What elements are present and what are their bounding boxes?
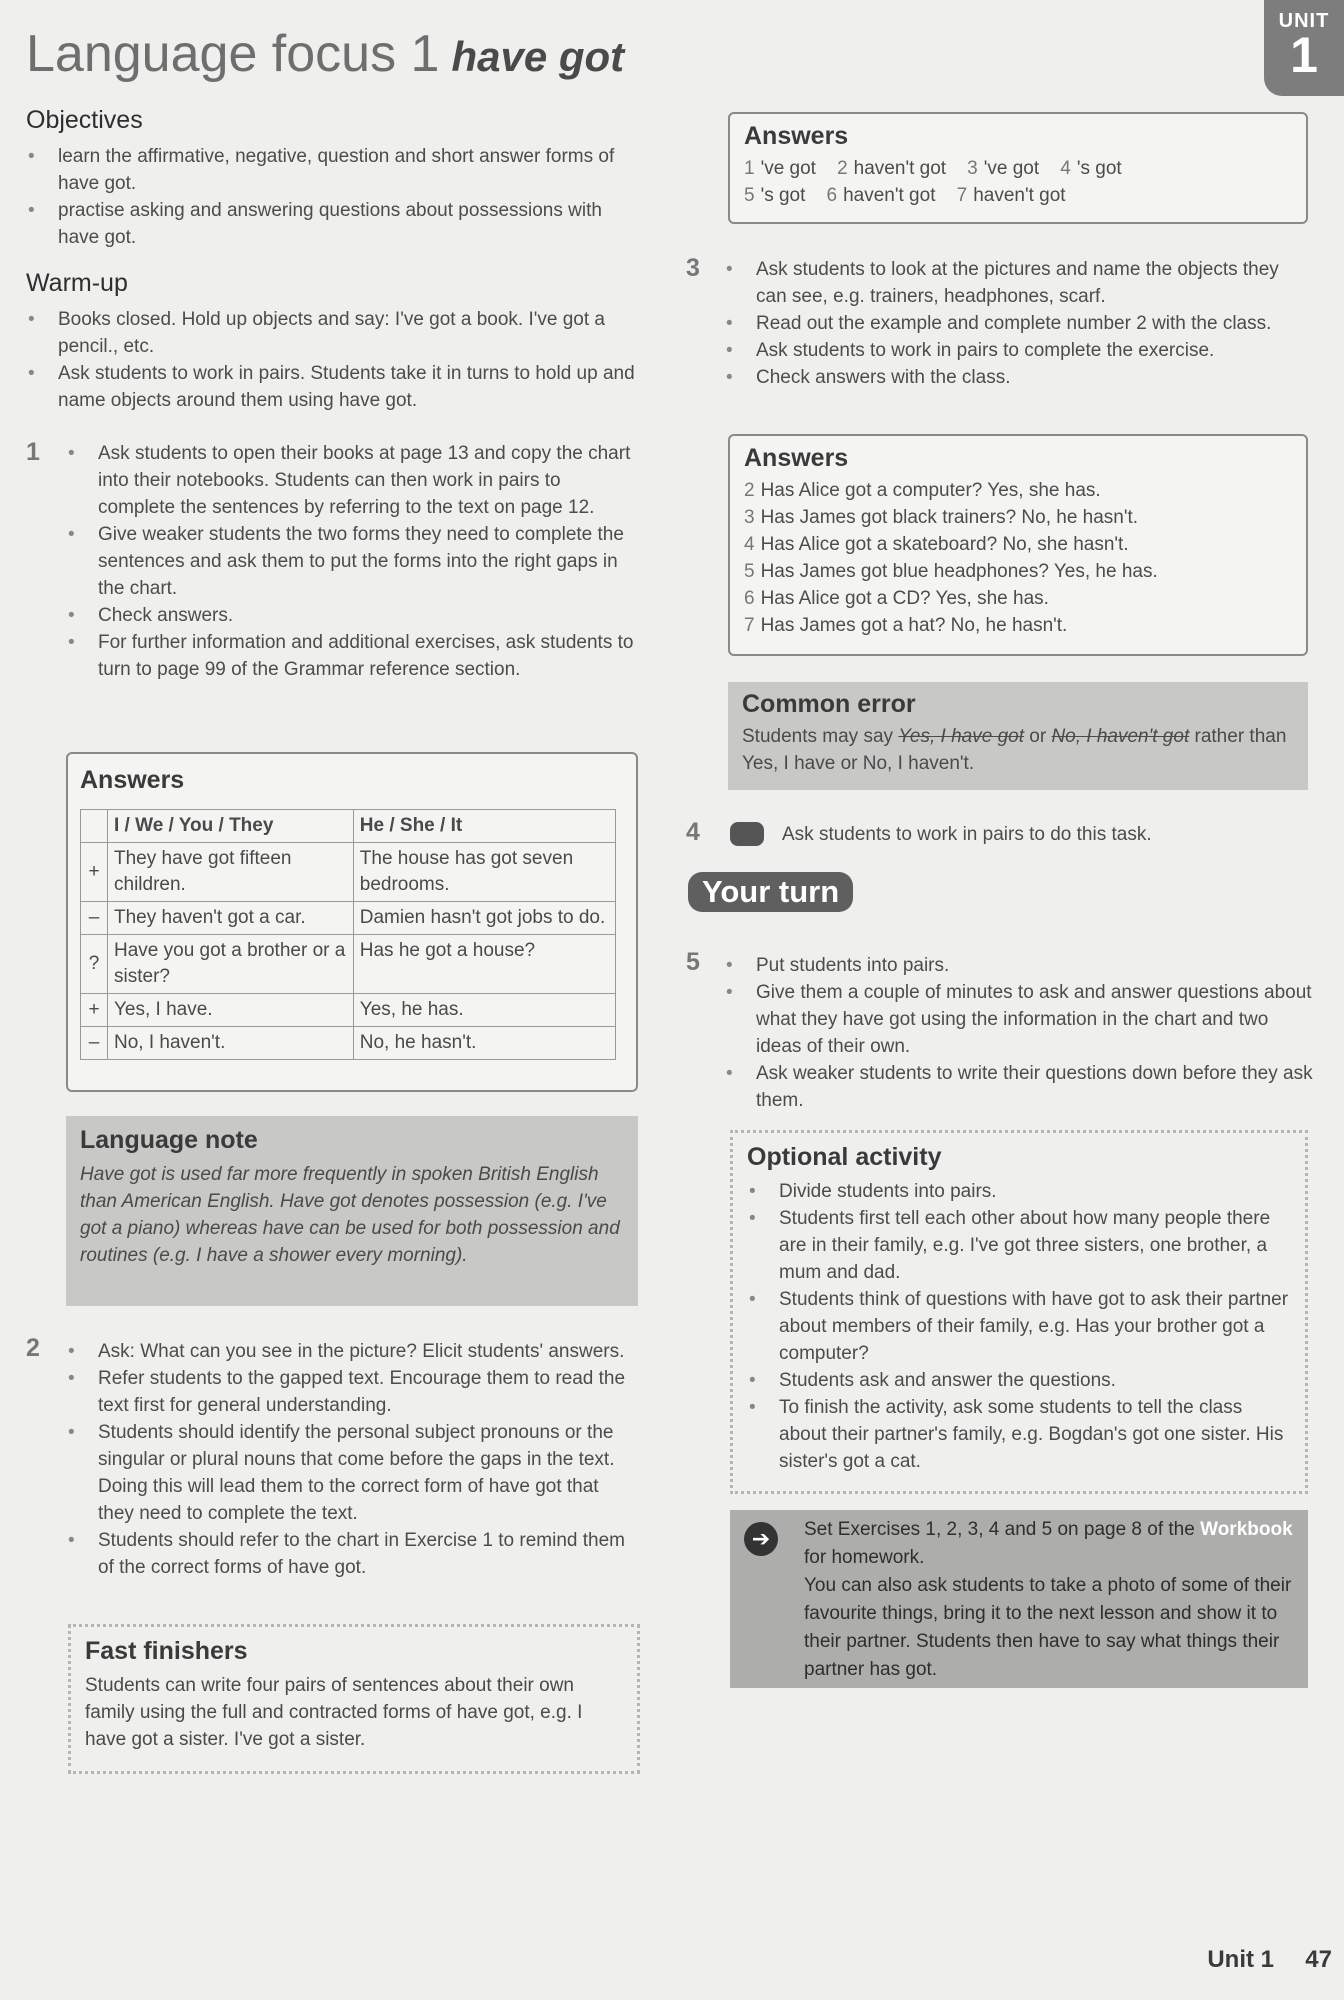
exercise-5-list: [724, 952, 1314, 1114]
exercise-1-list: [66, 440, 636, 683]
list-item: • Students think of questions with have got to ask their partner about members of their family, e.g. Has your brother got a computer?: [747, 1286, 1291, 1367]
exercise-3-list: [724, 256, 1314, 391]
exercise-2-list: [66, 1338, 636, 1581]
table-row: [81, 994, 616, 1027]
list-item: • learn the affirmative, negative, question and short answer forms of have got.: [26, 143, 638, 197]
answer-text: 's got: [760, 185, 806, 206]
exercise-number: 4: [686, 818, 700, 846]
list-item: [744, 504, 1292, 531]
list-item: • Students should refer to the chart in Exercise 1 to remind them of the correct forms of have got.: [66, 1527, 636, 1581]
table-row: [81, 935, 616, 994]
grammar-table: [80, 809, 616, 1060]
table-cell: No, I haven't.: [108, 1027, 354, 1060]
answers-heading: Answers: [744, 444, 849, 472]
answer-text: Has Alice got a CD? Yes, she has.: [760, 588, 1049, 609]
list-item: • Put students into pairs.: [724, 952, 1314, 979]
common-error-box: [728, 682, 1308, 790]
list-item: • Divide students into pairs.: [747, 1178, 1291, 1205]
table-cell: ?: [81, 935, 108, 994]
warmup-list: [26, 306, 638, 414]
wrong-form: No, I haven't got: [1051, 726, 1190, 747]
answer-number: 1: [744, 158, 755, 179]
homework-box: [730, 1510, 1308, 1688]
title-subtitle: have got: [451, 33, 625, 80]
table-cell: –: [81, 1027, 108, 1060]
answers-line-2: [744, 182, 1292, 209]
table-cell: Have you got a brother or a sister?: [108, 935, 354, 994]
unit-badge: [1264, 0, 1344, 96]
exercise-3: [724, 256, 1314, 391]
workbook-label: Workbook: [1200, 1519, 1293, 1540]
list-item: • To finish the activity, ask some students to tell the class about their partner's family, e.g. Bogdan's got one sister. His sister's got a cat.: [747, 1394, 1291, 1475]
common-error-mid: or: [1024, 726, 1052, 747]
answer-text: Has James got a hat? No, he hasn't.: [760, 615, 1068, 636]
list-item: • Give them a couple of minutes to ask and answer questions about what they have got using the information in the chart and two ideas of their own.: [724, 979, 1314, 1060]
column-header: He / She / It: [353, 810, 615, 843]
answers-box-ex2: [728, 112, 1308, 224]
answer-text: 's got: [1076, 158, 1122, 179]
table-cell: [81, 810, 108, 843]
common-error-pre: Students may say: [742, 726, 899, 747]
answer-text: Has Alice got a skateboard? No, she hasn't.: [760, 534, 1129, 555]
list-item: • Students ask and answer the questions.: [747, 1367, 1291, 1394]
list-item: • Ask students to work in pairs. Students take it in turns to hold up and name objects around them using have got.: [26, 360, 638, 414]
list-item: [744, 477, 1292, 504]
optional-activity-box: [730, 1130, 1308, 1494]
common-error-post: rather than Yes, I have or No, I haven't.: [742, 726, 1287, 774]
title-main: Language focus 1: [26, 25, 440, 83]
answers-heading: Answers: [80, 766, 185, 794]
table-cell: +: [81, 994, 108, 1027]
list-item: • Read out the example and complete number 2 with the class.: [724, 310, 1314, 337]
answers-heading: Answers: [744, 122, 849, 150]
answers-line-1: [744, 155, 1292, 182]
answer-text: haven't got: [853, 158, 947, 179]
list-item: • practise asking and answering questions about possessions with have got.: [26, 197, 638, 251]
table-row: [81, 1027, 616, 1060]
answer-text: 've got: [983, 158, 1040, 179]
list-item: • Ask students to look at the pictures and name the objects they can see, e.g. trainers, headphones, scarf.: [724, 256, 1314, 310]
table-cell: +: [81, 843, 108, 902]
optional-activity-heading: Optional activity: [747, 1143, 942, 1171]
table-cell: –: [81, 902, 108, 935]
answer-text: 've got: [760, 158, 816, 179]
list-item: [744, 612, 1292, 639]
list-item: • For further information and additional exercises, ask students to turn to page 99 of the Grammar reference section.: [66, 629, 636, 683]
list-item: • Books closed. Hold up objects and say: I've got a book. I've got a pencil., etc.: [26, 306, 638, 360]
list-item: [744, 585, 1292, 612]
homework-text: [804, 1516, 1294, 1572]
language-note-text: Have got is used far more frequently in spoken British English than American English. Have got denotes possession (e.g. I've got a piano) whereas have can be used for both possession and routines (e.g. I have a shower every morning).: [80, 1164, 620, 1266]
answer-number: 2: [744, 480, 755, 501]
answers-box-ex3: [728, 434, 1308, 656]
answer-text: haven't got: [973, 185, 1066, 206]
answer-number: 3: [967, 158, 978, 179]
answer-number: 4: [1060, 158, 1071, 179]
exercise-1: [66, 440, 636, 683]
answers-box-grammar: [66, 752, 638, 1092]
answer-number: 6: [826, 185, 838, 206]
exercise-5: [724, 952, 1314, 1114]
answer-text: Has James got blue headphones? Yes, he has.: [760, 561, 1158, 582]
footer-unit: Unit 1: [1207, 1946, 1274, 1973]
common-error-heading: Common error: [742, 690, 916, 718]
list-item: • Refer students to the gapped text. Encourage them to read the text first for general understanding.: [66, 1365, 636, 1419]
table-cell: No, he hasn't.: [353, 1027, 615, 1060]
answer-number: 4: [744, 534, 755, 555]
answer-number: 3: [744, 507, 755, 528]
answer-text: Has James got black trainers? No, he hasn't.: [760, 507, 1139, 528]
page-title: [26, 24, 624, 84]
table-cell: Yes, he has.: [353, 994, 615, 1027]
list-item: • Give weaker students the two forms they need to complete the sentences and ask them to put the forms into the right gaps in the chart.: [66, 521, 636, 602]
answer-number: 5: [744, 185, 755, 206]
list-item: [744, 558, 1292, 585]
list-item: • Ask students to open their books at page 13 and copy the chart into their notebooks. Students can then work in pairs to complete the sentences by referring to the text on page 12.: [66, 440, 636, 521]
table-cell: They have got fifteen children.: [108, 843, 354, 902]
answer-number: 6: [744, 588, 755, 609]
list-item: • Ask weaker students to write their questions down before they ask them.: [724, 1060, 1314, 1114]
table-cell: Damien hasn't got jobs to do.: [353, 902, 615, 935]
warmup-heading: Warm-up: [26, 269, 128, 297]
answer-number: 7: [744, 615, 755, 636]
list-item: • Ask students to work in pairs to complete the exercise.: [724, 337, 1314, 364]
table-cell: Has he got a house?: [353, 935, 615, 994]
fast-finishers-text: Students can write four pairs of sentences about their own family using the full and contracted forms of have got, e.g. I have got a sister. I've got a sister.: [85, 1675, 583, 1750]
list-item: • Check answers.: [66, 602, 636, 629]
answers-list: [744, 477, 1292, 639]
answer-number: 5: [744, 561, 755, 582]
language-note-heading: Language note: [80, 1126, 258, 1154]
your-turn-banner: Your turn: [688, 872, 853, 912]
table-cell: They haven't got a car.: [108, 902, 354, 935]
wrong-form: Yes, I have got: [898, 726, 1024, 747]
optional-activity-list: [747, 1178, 1291, 1475]
exercise-number: 1: [26, 438, 40, 466]
list-item: • Ask: What can you see in the picture? Elicit students' answers.: [66, 1338, 636, 1365]
exercise-number: 2: [26, 1334, 40, 1362]
objectives-section: [26, 106, 638, 414]
unit-badge-label: UNIT: [1278, 10, 1330, 32]
exercise-4-text: Ask students to work in pairs to do this task.: [782, 824, 1152, 845]
unit-badge-number: 1: [1290, 27, 1318, 83]
page-number: 47: [1305, 1946, 1332, 1973]
objectives-list: [26, 143, 638, 251]
list-item: • Students first tell each other about how many people there are in their family, e.g. I've got three sisters, one brother, a mum and dad.: [747, 1205, 1291, 1286]
exercise-2: [66, 1338, 636, 1581]
answer-number: 7: [956, 185, 968, 206]
table-cell: Yes, I have.: [108, 994, 354, 1027]
homework-text-2: You can also ask students to take a photo of some of their favourite things, bring it to the next lesson and show it to their partner. Students then have to say what things their partner has got.: [804, 1575, 1292, 1680]
answer-number: 2: [837, 158, 848, 179]
list-item: • Students should identify the personal subject pronouns or the singular or plural nouns that come before the gaps in the text. Doing this will lead them to the correct form of have got that they need to complete the text.: [66, 1419, 636, 1527]
answer-text: haven't got: [843, 185, 936, 206]
fast-finishers-heading: Fast finishers: [85, 1637, 248, 1665]
table-row: [81, 810, 616, 843]
exercise-number: 5: [686, 948, 700, 976]
list-item: • Check answers with the class.: [724, 364, 1314, 391]
fast-finishers-box: [68, 1624, 640, 1774]
table-row: [81, 902, 616, 935]
column-header: I / We / You / They: [108, 810, 354, 843]
exercise-number: 3: [686, 254, 700, 282]
homework-post: for homework.: [804, 1547, 925, 1568]
common-error-text: [742, 723, 1294, 777]
speech-bubble-icon: [730, 822, 764, 846]
table-row: [81, 843, 616, 902]
list-item: [744, 531, 1292, 558]
answer-text: Has Alice got a computer? Yes, she has.: [760, 480, 1101, 501]
language-note-box: [66, 1116, 638, 1306]
arrow-right-icon: ➔: [744, 1522, 778, 1556]
objectives-heading: Objectives: [26, 106, 143, 134]
table-cell: The house has got seven bedrooms.: [353, 843, 615, 902]
homework-pre: Set Exercises 1, 2, 3, 4 and 5 on page 8 of the: [804, 1519, 1201, 1540]
